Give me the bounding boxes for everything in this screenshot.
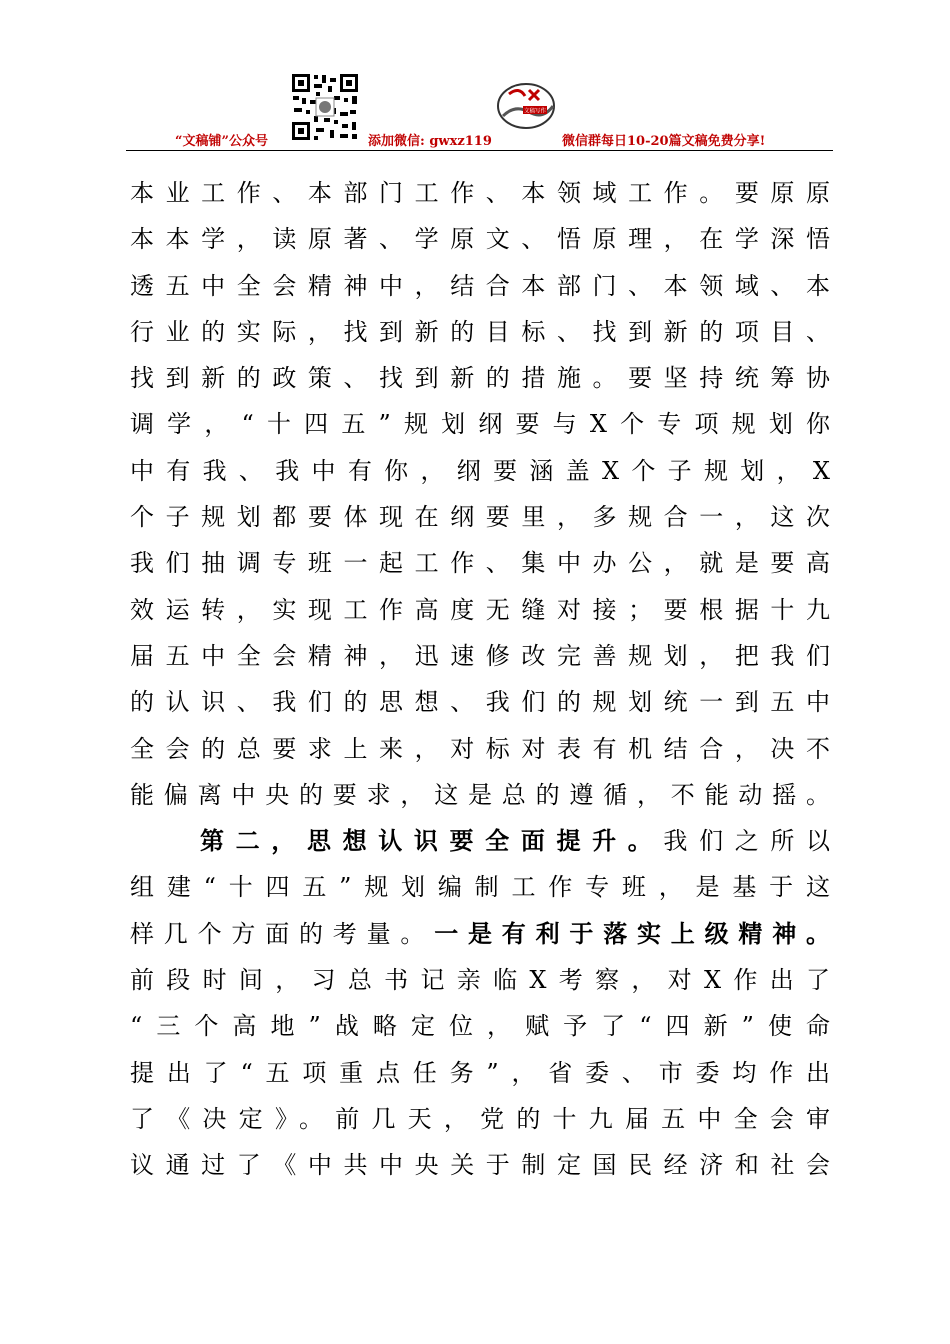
bold-text: 第二，思想认识要全面提升。 — [200, 826, 664, 856]
header-middle-text: 添加微信: gwxz119 — [368, 134, 492, 149]
text-span: 样几个方面的考量。 — [130, 919, 435, 948]
text-span: 效运转，实现工作高度无缝对接；要根据十九 — [130, 595, 830, 624]
bold-text: 一是有利于落实上级精神。 — [434, 918, 830, 948]
text-span: 找到新的政策、找到新的措施。要坚持统筹协 — [130, 364, 830, 393]
text-line — [130, 1096, 830, 1142]
text-span: 行业的实际，找到新的目标、找到新的项目、 — [130, 317, 830, 346]
text-span: 全会的总要求上来，对标对表有机结合，决不 — [130, 734, 830, 763]
text-span: 本本学，读原著、学原文、悟原理，在学深悟 — [130, 225, 830, 254]
text-span: 个子规划都要体现在纲要里，多规合一，这次 — [130, 503, 830, 532]
text-span: 了《决定》。前几天，党的十九届五中全会审 — [130, 1104, 830, 1133]
text-line — [130, 540, 830, 586]
text-span: 中有我、我中有你，纲要涵盖X个子规划，X — [130, 456, 830, 485]
text-line — [130, 1003, 830, 1049]
text-line — [130, 170, 830, 216]
header-left-text: “文稿铺”公众号 — [175, 134, 268, 149]
text-span: 调学，“十四五”规划纲要与X个专项规划你 — [130, 410, 830, 439]
qr-code-icon — [290, 72, 360, 142]
text-line — [130, 1142, 830, 1188]
page-header — [0, 0, 950, 160]
text-span: 本业工作、本部门工作、本领域工作。要原原 — [130, 179, 830, 207]
text-line — [130, 633, 830, 679]
text-span: 届五中全会精神，迅速修改完善规划，把我们 — [130, 641, 830, 670]
text-line — [130, 1050, 830, 1096]
text-span: 的认识、我们的思想、我们的规划统一到五中 — [130, 688, 830, 717]
text-span: “三个高地”战略定位，赋予了“四新”使命 — [130, 1012, 830, 1041]
text-line — [130, 309, 830, 355]
brand-logo-icon — [495, 76, 557, 132]
text-span: 我们之所以 — [663, 827, 830, 856]
text-line — [130, 587, 830, 633]
text-line — [130, 911, 830, 957]
text-line — [130, 818, 830, 864]
text-span: 组建“十四五”规划编制工作专班，是基于这 — [130, 873, 830, 902]
text-line — [130, 957, 830, 1003]
text-span: 议通过了《中共中央关于制定国民经济和社会 — [130, 1151, 830, 1180]
logo-text: 文稿写作 — [523, 108, 547, 115]
text-line — [130, 263, 830, 309]
header-divider — [126, 150, 833, 151]
text-span: 能偏离中央的要求，这是总的遵循，不能动摇。 — [130, 780, 830, 809]
header-right-text: 微信群每日10-20篇文稿免费分享! — [562, 134, 766, 149]
text-line — [130, 216, 830, 262]
text-span: 前段时间，习总书记亲临X考察，对X作出了 — [130, 966, 830, 995]
text-span: 提出了“五项重点任务”，省委、市委均作出 — [130, 1058, 830, 1087]
body-text — [130, 170, 830, 1189]
text-line — [130, 355, 830, 401]
text-line — [130, 494, 830, 540]
text-line — [130, 726, 830, 772]
text-span: 我们抽调专班一起工作、集中办公，就是要高 — [130, 549, 830, 578]
text-line — [130, 679, 830, 725]
text-line — [130, 772, 830, 818]
text-span: 透五中全会精神中，结合本部门、本领域、本 — [130, 271, 830, 300]
text-line — [130, 448, 830, 494]
text-line — [130, 864, 830, 910]
text-line — [130, 401, 830, 447]
